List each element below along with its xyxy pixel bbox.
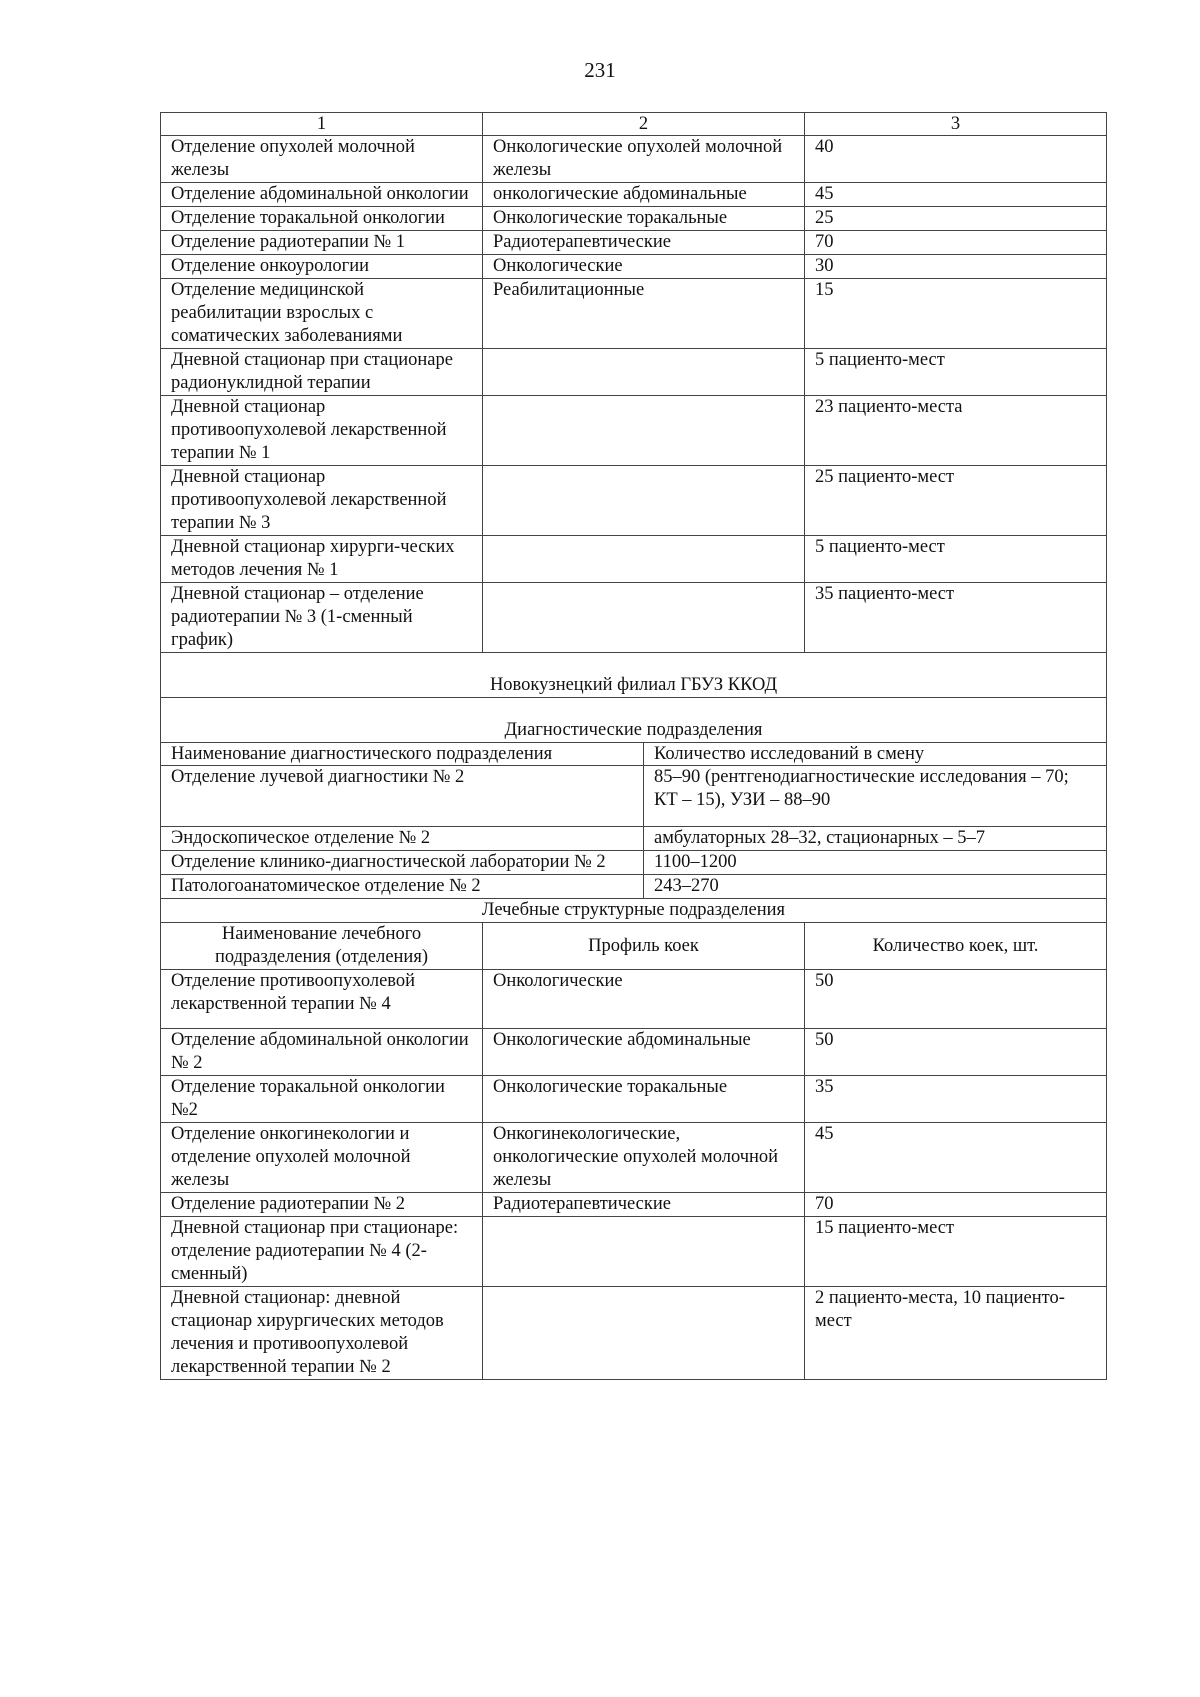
diagnostic-header-row — [161, 743, 1107, 766]
bed-profile — [483, 536, 805, 583]
diagnostic-row — [161, 851, 1107, 875]
bed-count: 15 — [805, 279, 1107, 349]
department-name: Отделение онкоурологии — [161, 255, 483, 279]
diagnostic-row — [161, 766, 1107, 827]
bed-profile — [483, 466, 805, 536]
department-name: Отделение медицинской реабилитации взрослых с соматических заболеваниями — [161, 279, 483, 349]
table-row — [161, 396, 1107, 466]
bed-count: 45 — [805, 1123, 1107, 1193]
table-row — [161, 583, 1107, 653]
bed-profile: онкологические абдоминальные — [483, 183, 805, 207]
table-row — [161, 136, 1107, 183]
department-name: Отделение радиотерапии № 1 — [161, 231, 483, 255]
department-name: Дневной стационар при стационаре: отделение радиотерапии № 4 (2-сменный) — [161, 1217, 483, 1287]
department-name: Отделение абдоминальной онкологии — [161, 183, 483, 207]
treatment-header-row — [161, 923, 1107, 970]
table-row — [161, 279, 1107, 349]
diagnostic-unit-name: Отделение клинико-диагностической лаборатории № 2 — [161, 851, 644, 875]
table-row — [161, 349, 1107, 396]
departments-table — [160, 112, 1107, 1380]
treatment-section-row — [161, 899, 1107, 923]
bed-count: 23 пациенто-места — [805, 396, 1107, 466]
bed-count: 5 пациенто-мест — [805, 536, 1107, 583]
column-number: 2 — [483, 113, 805, 136]
bed-count: 25 пациенто-мест — [805, 466, 1107, 536]
table-row — [161, 1287, 1107, 1380]
treatment-header-name: Наименование лечебного подразделения (отделения) — [161, 923, 483, 970]
branch-title-row — [161, 653, 1107, 698]
bed-count: 30 — [805, 255, 1107, 279]
department-name: Дневной стационар: дневной стационар хирургических методов лечения и противоопухолевой лекарственной терапии № 2 — [161, 1287, 483, 1380]
bed-profile — [483, 583, 805, 653]
bed-count: 15 пациенто-мест — [805, 1217, 1107, 1287]
diagnostic-unit-name: Патологоанатомическое отделение № 2 — [161, 875, 644, 899]
department-name: Отделение онкогинекологии и отделение опухолей молочной железы — [161, 1123, 483, 1193]
treatment-header-profile: Профиль коек — [483, 923, 805, 970]
table-row — [161, 1217, 1107, 1287]
bed-profile: Онкологические — [483, 255, 805, 279]
table-row — [161, 231, 1107, 255]
table-row — [161, 183, 1107, 207]
department-name: Отделение противоопухолевой лекарственной терапии № 4 — [161, 970, 483, 1029]
department-name: Дневной стационар противоопухолевой лекарственной терапии № 1 — [161, 396, 483, 466]
diagnostic-unit-value: 85–90 (рентгенодиагностические исследования – 70; КТ – 15), УЗИ – 88–90 — [644, 766, 1107, 827]
table-row — [161, 970, 1107, 1029]
bed-profile: Радиотерапевтические — [483, 231, 805, 255]
table-row — [161, 1076, 1107, 1123]
bed-count: 50 — [805, 1029, 1107, 1076]
bed-count: 40 — [805, 136, 1107, 183]
table-row — [161, 255, 1107, 279]
department-name: Отделение радиотерапии № 2 — [161, 1193, 483, 1217]
table-row — [161, 1123, 1107, 1193]
bed-count: 35 — [805, 1076, 1107, 1123]
bed-profile: Онкологические торакальные — [483, 207, 805, 231]
column-number: 3 — [805, 113, 1107, 136]
diagnostic-unit-value: амбулаторных 28–32, стационарных – 5–7 — [644, 827, 1107, 851]
table-row — [161, 1029, 1107, 1076]
bed-profile — [483, 396, 805, 466]
bed-profile: Онкологические опухолей молочной железы — [483, 136, 805, 183]
bed-profile: Онкологические — [483, 970, 805, 1029]
department-name: Дневной стационар хирурги-ческих методов лечения № 1 — [161, 536, 483, 583]
table-row — [161, 207, 1107, 231]
department-name: Отделение опухолей молочной железы — [161, 136, 483, 183]
department-name: Дневной стационар при стационаре радионуклидной терапии — [161, 349, 483, 396]
bed-count: 2 пациенто-места, 10 пациенто-мест — [805, 1287, 1107, 1380]
bed-profile: Онкологические абдоминальные — [483, 1029, 805, 1076]
bed-profile — [483, 1217, 805, 1287]
bed-profile: Радиотерапевтические — [483, 1193, 805, 1217]
table-row — [161, 1193, 1107, 1217]
branch-title: Новокузнецкий филиал ГБУЗ ККОД — [161, 653, 1107, 698]
table-row — [161, 536, 1107, 583]
diagnostic-header-name: Наименование диагностического подразделения — [161, 743, 644, 766]
bed-profile: Онкологические торакальные — [483, 1076, 805, 1123]
diagnostic-unit-name: Эндоскопическое отделение № 2 — [161, 827, 644, 851]
bed-profile — [483, 349, 805, 396]
treatment-section-title: Лечебные структурные подразделения — [161, 899, 1107, 923]
bed-count: 25 — [805, 207, 1107, 231]
diagnostic-unit-name: Отделение лучевой диагностики № 2 — [161, 766, 644, 827]
column-number: 1 — [161, 113, 483, 136]
diagnostic-row — [161, 827, 1107, 851]
diagnostic-section-title: Диагностические подразделения — [161, 698, 1107, 743]
diagnostic-section-row — [161, 698, 1107, 743]
bed-count: 5 пациенто-мест — [805, 349, 1107, 396]
department-name: Отделение абдоминальной онкологии № 2 — [161, 1029, 483, 1076]
department-name: Дневной стационар противоопухолевой лекарственной терапии № 3 — [161, 466, 483, 536]
column-number-row — [161, 113, 1107, 136]
bed-count: 70 — [805, 231, 1107, 255]
table-row — [161, 466, 1107, 536]
department-name: Дневной стационар – отделение радиотерапии № 3 (1-сменный график) — [161, 583, 483, 653]
diagnostic-row — [161, 875, 1107, 899]
bed-profile: Онкогинекологические, онкологические опухолей молочной железы — [483, 1123, 805, 1193]
bed-profile — [483, 1287, 805, 1380]
treatment-header-count: Количество коек, шт. — [805, 923, 1107, 970]
diagnostic-unit-value: 243–270 — [644, 875, 1107, 899]
bed-profile: Реабилитационные — [483, 279, 805, 349]
bed-count: 70 — [805, 1193, 1107, 1217]
page-number: 231 — [584, 58, 616, 82]
diagnostic-unit-value: 1100–1200 — [644, 851, 1107, 875]
bed-count: 50 — [805, 970, 1107, 1029]
department-name: Отделение торакальной онкологии №2 — [161, 1076, 483, 1123]
bed-count: 35 пациенто-мест — [805, 583, 1107, 653]
bed-count: 45 — [805, 183, 1107, 207]
diagnostic-header-count: Количество исследований в смену — [644, 743, 1107, 766]
department-name: Отделение торакальной онкологии — [161, 207, 483, 231]
